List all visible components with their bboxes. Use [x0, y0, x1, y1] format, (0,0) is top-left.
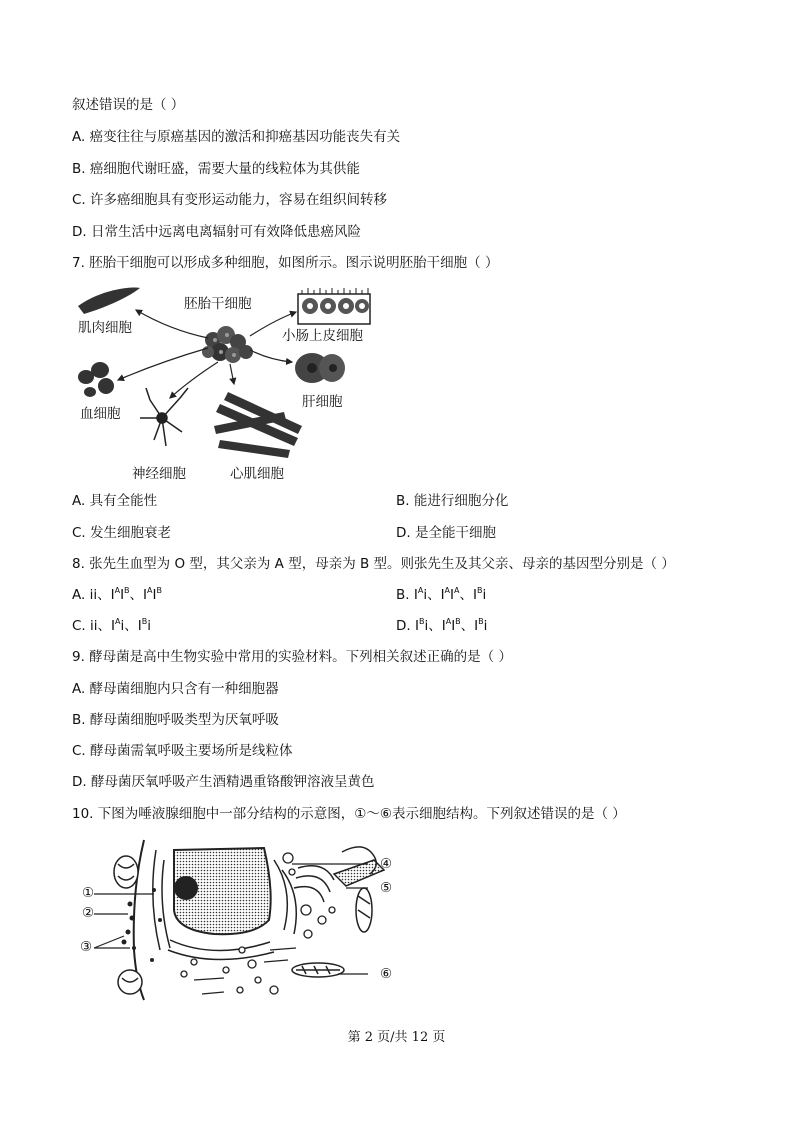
q6-stem: 叙述错误的是（ ） — [72, 97, 185, 113]
q9-option-d: D. 酵母菌厌氧呼吸产生酒精遇重铬酸钾溶液呈黄色 — [72, 774, 375, 790]
label-intestine-cell: 小肠上皮细胞 — [282, 328, 363, 344]
marker-2: ② — [82, 905, 95, 921]
marker-4: ④ — [380, 856, 393, 872]
intestine-cells-shape — [298, 288, 370, 324]
q7-option-c: C. 发生细胞衰老 — [72, 525, 172, 541]
stem-cell-cluster — [202, 326, 253, 363]
q9-option-b: B. 酵母菌细胞呼吸类型为厌氧呼吸 — [72, 712, 279, 728]
label-muscle-cell: 肌肉细胞 — [78, 320, 132, 336]
q9-option-a: A. 酵母菌细胞内只含有一种细胞器 — [72, 681, 279, 697]
salivary-gland-cell-figure — [74, 830, 404, 1002]
q10-stem: 10. 下图为唾液腺细胞中一部分结构的示意图，①～⑥表示细胞结构。下列叙述错误的是（ ） — [72, 806, 626, 822]
nucleolus-shape — [174, 876, 198, 900]
q6-option-a: A. 癌变往往与原癌基因的激活和抑癌基因功能丧失有关 — [72, 129, 401, 145]
q7-option-d: D. 是全能干细胞 — [396, 525, 496, 541]
marker-5: ⑤ — [380, 880, 393, 896]
cardiac-muscle-shape — [214, 392, 302, 458]
marker-6: ⑥ — [380, 966, 393, 982]
q9-option-c: C. 酵母菌需氧呼吸主要场所是线粒体 — [72, 743, 293, 759]
q8-option-a: A. ii、$I^AI^B$、$I^AI^B$ — [72, 585, 162, 603]
stem-cell-differentiation-figure — [70, 280, 380, 480]
label-blood-cell: 血细胞 — [80, 406, 121, 422]
q6-option-c: C. 许多癌细胞具有变形运动能力，容易在组织间转移 — [72, 192, 388, 208]
cell-structure-diagram — [74, 830, 404, 1002]
blood-cells-shape — [78, 362, 114, 397]
q6-option-b: B. 癌细胞代谢旺盛，需要大量的线粒体为其供能 — [72, 161, 360, 177]
q7-option-b: B. 能进行细胞分化 — [396, 493, 509, 509]
liver-cells-shape — [295, 353, 345, 383]
label-cardiac-cell: 心肌细胞 — [230, 466, 284, 482]
page-footer: 第 2 页/共 12 页 — [347, 1030, 446, 1045]
label-liver-cell: 肝细胞 — [302, 394, 343, 410]
muscle-cell-shape — [78, 288, 140, 314]
q7-option-a: A. 具有全能性 — [72, 493, 158, 509]
q6-option-d: D. 日常生活中远离电离辐射可有效降低患癌风险 — [72, 224, 361, 240]
q8-option-c: C. ii、$I^Ai$、$I^Bi$ — [72, 616, 151, 634]
q8-stem: 8. 张先生血型为 O 型，其父亲为 A 型，母亲为 B 型。则张先生及其父亲、母亲的基因型分别是（ ） — [72, 556, 675, 572]
label-stem-cell: 胚胎干细胞 — [184, 296, 252, 312]
q9-stem: 9. 酵母菌是高中生物实验中常用的实验材料。下列相关叙述正确的是（ ） — [72, 649, 512, 665]
q7-stem: 7. 胚胎干细胞可以形成多种细胞，如图所示。图示说明胚胎干细胞（ ） — [72, 255, 499, 271]
q8-option-d: D. $I^Bi$、$I^AI^B$、$I^Bi$ — [396, 616, 488, 634]
marker-3: ③ — [80, 939, 93, 955]
label-nerve-cell: 神经细胞 — [132, 466, 186, 482]
nerve-cell-shape — [140, 388, 188, 446]
marker-1: ① — [82, 885, 95, 901]
cytoplasm-lines-shape — [194, 948, 296, 994]
q8-option-b: B. $I^Ai$、$I^AI^A$、$I^Bi$ — [396, 585, 487, 603]
